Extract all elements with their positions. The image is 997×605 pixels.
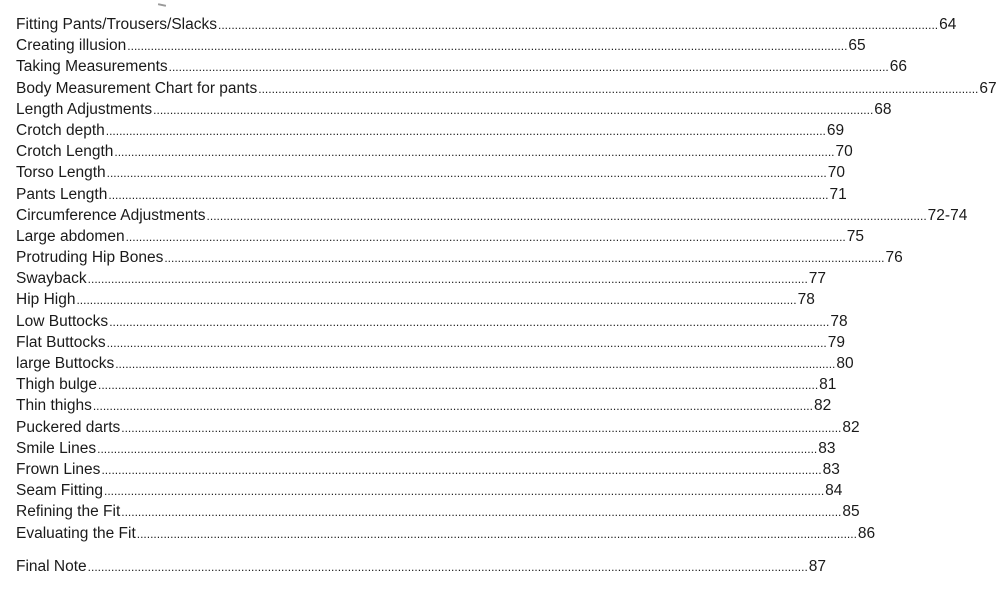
toc-entry-title: Thin thighs: [16, 397, 92, 415]
dot-leader: [109, 312, 829, 333]
toc-entry-title: Refining the Fit: [16, 503, 121, 521]
dot-leader: [107, 333, 827, 354]
dot-leader: [98, 375, 818, 396]
toc-entry-page: 76: [885, 249, 903, 267]
toc-entry-page: 82: [813, 397, 832, 415]
dot-leader: [97, 439, 817, 460]
toc-entry-page: 83: [818, 439, 836, 457]
toc-entry-page: 67: [979, 79, 997, 97]
toc-entry-title: Evaluating the Fit: [16, 524, 136, 542]
dot-leader: [137, 524, 857, 545]
toc-entry-title: large Buttocks: [16, 355, 115, 372]
toc-entry: [16, 289, 815, 310]
dot-leader: [88, 269, 808, 290]
toc-entry: [16, 332, 845, 353]
toc-entry: [16, 120, 845, 141]
toc-entry-page: 83: [822, 460, 840, 478]
toc-entry: [16, 556, 827, 577]
toc-entry: [16, 205, 968, 226]
toc-entry-title: Length Adjustments: [16, 100, 153, 118]
dot-leader: [114, 142, 834, 163]
dot-leader: [218, 15, 938, 36]
toc-entry-title: Seam Fitting: [16, 482, 104, 500]
toc-entry-page: 81: [819, 376, 837, 394]
toc-entry-title: Final Note: [16, 557, 87, 575]
toc-entry-title: Creating illusion: [16, 37, 127, 55]
toc-entry: [16, 417, 860, 438]
toc-entry-page: 71: [829, 185, 847, 203]
toc-entry-page: 79: [827, 333, 845, 351]
toc-entry-page: 75: [846, 227, 864, 245]
dot-leader: [88, 557, 808, 578]
toc-entry-page: 66: [889, 58, 908, 76]
toc-entry-title: Hip High: [16, 291, 76, 309]
toc-entry-title: Circumference Adjustments: [16, 206, 206, 224]
dot-leader: [126, 227, 846, 248]
toc-entry: [16, 501, 860, 522]
dot-leader: [106, 121, 826, 142]
dot-leader: [104, 481, 824, 502]
toc-entry-page: 69: [826, 121, 845, 139]
toc-entry: [16, 523, 876, 544]
dot-leader: [207, 206, 927, 227]
toc-entry-page: 68: [874, 100, 892, 118]
toc-entry: [16, 374, 837, 395]
toc-entry-page: 84: [825, 482, 843, 500]
toc-entry: [16, 226, 864, 247]
toc-entry-title: Swayback: [16, 270, 87, 288]
toc-entry-page: 70: [827, 164, 846, 182]
toc-entry-title: Thigh bulge: [16, 376, 98, 394]
toc-entry: [16, 99, 892, 120]
toc-entry-title: Body Measurement Chart for pants: [16, 79, 258, 97]
toc-entry-page: 85: [842, 503, 860, 521]
toc-entry: [16, 459, 840, 480]
toc-entry-title: Torso Length: [16, 164, 106, 182]
dot-leader: [153, 100, 873, 121]
toc-entry: [16, 438, 836, 459]
dot-leader: [107, 163, 827, 184]
dot-leader: [115, 354, 835, 375]
toc-entry-page: 80: [836, 355, 854, 372]
toc-entry-title: Puckered darts: [16, 418, 121, 436]
toc-entry-title: Low Buttocks: [16, 312, 109, 330]
toc-entry-title: Crotch Length: [16, 143, 114, 161]
toc-entry: [16, 184, 847, 205]
table-of-contents: [16, 14, 997, 577]
toc-entry: [16, 395, 832, 416]
toc-entry-title: Crotch depth: [16, 121, 105, 139]
toc-entry-title: Protruding Hip Bones: [16, 249, 164, 267]
toc-entry: [16, 480, 843, 501]
toc-entry-page: 65: [848, 37, 866, 55]
toc-entry-page: 72-74: [927, 206, 968, 224]
toc-entry-page: 77: [808, 270, 827, 288]
toc-entry-page: 64: [939, 16, 957, 33]
dot-leader: [76, 290, 796, 311]
dot-leader: [127, 36, 847, 57]
dot-leader: [258, 79, 978, 100]
toc-entry: [16, 35, 866, 56]
toc-entry: [16, 78, 997, 99]
dot-leader: [108, 185, 828, 206]
toc-entry: [16, 353, 854, 374]
toc-entry: [16, 14, 957, 35]
toc-entry-title: Taking Measurements: [16, 58, 168, 76]
dot-leader: [121, 418, 841, 439]
toc-entry-title: Flat Buttocks: [16, 333, 106, 351]
toc-entry: [16, 247, 903, 268]
toc-entry-page: 78: [797, 291, 815, 309]
dot-leader: [93, 396, 813, 417]
toc-entry-title: Frown Lines: [16, 460, 101, 478]
toc-entry: [16, 268, 827, 289]
toc-entry-title: Pants Length: [16, 185, 108, 203]
dot-leader: [169, 57, 889, 78]
toc-entry: [16, 311, 848, 332]
toc-entry: [16, 56, 908, 77]
toc-entry-page: 87: [808, 557, 827, 575]
toc-entry-page: 70: [835, 143, 853, 161]
toc-entry: [16, 162, 846, 183]
dot-leader: [101, 460, 821, 481]
toc-entry-page: 82: [842, 418, 860, 436]
dot-leader: [121, 502, 841, 523]
toc-entry-title: Fitting Pants/Trousers/Slacks: [16, 16, 217, 33]
toc-entry-title: Large abdomen: [16, 227, 125, 245]
toc-entry-page: 78: [830, 312, 848, 330]
dot-leader: [164, 248, 884, 269]
scan-speck: [158, 3, 166, 7]
toc-entry-title: Smile Lines: [16, 439, 97, 457]
toc-entry-page: 86: [857, 524, 876, 542]
toc-entry: [16, 141, 853, 162]
